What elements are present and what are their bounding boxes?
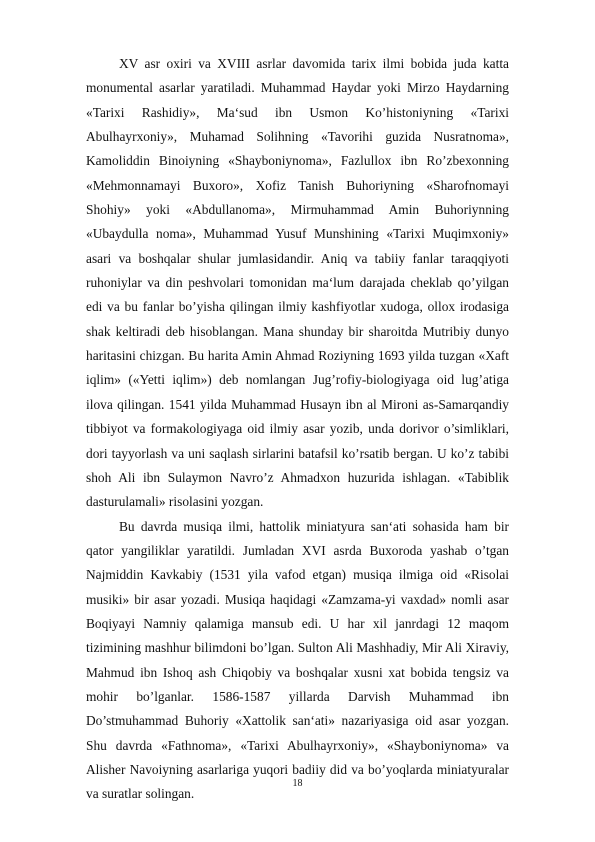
page-number: 18: [292, 778, 303, 789]
paragraph-1: XV asr oxiri va XVIII asrlar davomida tarix ilmi bobida juda katta monumental asarlar yaratiladi. Muhammad Haydar yoki Mirzo Haydarning «Tarixi Rashidiy», Ma‘sud ibn Usmon Ko’histoniyning «Tarixi Abulhayrxoniy», Muhamad Solihning «Tavorihi guzida Nusratnoma», Kamoliddin Binoiyning «Shayboniynoma», Fazlullox ibn Ro’zbexonning «Mehmonnamayi Buxoro», Xofiz Tanish Buhoriyning «Sharofnomayi Shohiy» yoki «Abdullanoma», Mirmuhammad Amin Buhoriynning «Ubaydulla noma», Muhammad Yusuf Munshining «Tarixi Muqimxoniy» asari va boshqalar shular jumlasidandir. Aniq va tabiiy fanlar taraqqiyoti ruhoniylar va din peshvolari tomonidan ma‘lum darajada cheklab qo’yilgan edi va bu fanlar bo’yisha qilingan ilmiy kashfiyotlar xudoga, ollox irodasiga shak keltiradi deb hisoblangan. Mana shunday bir sharoitda Mutribiy dunyo haritasini chizgan. Bu harita Amin Ahmad Roziyning 1693 yilda tuzgan «Xaft iqlim» («Yetti iqlim») deb nomlangan Jug’rofiy-biologiyaga oid lug’atiga ilova qilingan. 1541 yilda Muhammad Husayn ibn al Mironi as-Samarqandiy tibbiyot va formakologiyaga oid ilmiy asar yozib, unda dorivor o’simliklari, dori tayyorlash va uni saqlash sirlarini batafsil ko’rsatib bergan. U ko’z tabibi shoh Ali ibn Sulaymon Navro’z Ahmadxon huzurida ishlagan. «Tabiblik dasturulamali» risolasini yozgan.: [86, 56, 509, 510]
paragraph-2: Bu davrda musiqa ilmi, hattolik miniatyura san‘ati sohasida ham bir qator yangiliklar yaratildi. Jumladan XVI asrda Buxoroda yashab o’tgan Najmiddin Kavkabiy (1531 yila vafod etgan) musiqa ilmiga oid «Risolai musiki» bir asar yozadi. Musiqa haqidagi «Zamzama-yi vaxdad» nomli asar Boqiyayi Namniy qalamiga mansub edi. U har xil janrdagi 12 maqom tizimining mashhur bilimdoni bo’lgan. Sulton Ali Mashhadiy, Mir Ali Xiraviy, Mahmud ibn Ishoq ash Chiqobiy va boshqalar xusni xat bobida tengsiz va mohir bo’lganlar. 1586-1587 yillarda Darvish Muhammad ibn Do’stmuhammad Buhoriy «Xattolik san‘ati» nazariyasiga oid asar yozgan. Shu davrda «Fathnoma», «Tarixi Abulhayrxoniy», «Shayboniynoma» va Alisher Navoiyning asarlariga yuqori badiiy did va bo’yoqlarda miniatyuralar va suratlar solingan.: [86, 518, 509, 802]
body-text: [86, 52, 509, 807]
